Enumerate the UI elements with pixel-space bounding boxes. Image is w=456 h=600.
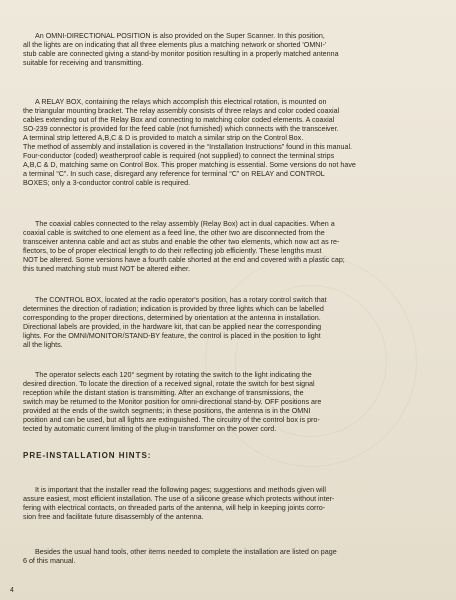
paragraph-operator-segments: The operator selects each 120° segment by rotating the switch to the light indicating the desired direction. To locate the direction of a received signal, rotate the switch for best signal reception while the distant station is transmitting. After an exchange of transmissions, the switch may be returned to the Monitor position for omni-directional stand-by. OFF positions are provided at the ends of the switch segments; in these positions, the antenna is in the OMNI position and can be used, but all lights are extinguished. The circuitry of the control box is pro- tected by automatic current limiting of the plug-in transformer on the power cord. <box>23 371 322 434</box>
section-heading-pre-installation: PRE-INSTALLATION HINTS: <box>23 451 152 460</box>
paragraph-installer-read: It is important that the installer read the following pages; suggestions and methods given will assure easiest, most efficient installation. The use of a silicone grease which protects without inter- fering with electrical contacts, on threaded parts of the antenna, will help in keeping joints corro- sion free and facilitate future disassembly of the antenna. <box>23 486 335 522</box>
paragraph-hand-tools: Besides the usual hand tools, other items needed to complete the installation are listed on page 6 of this manual. <box>23 548 337 566</box>
paragraph-coaxial-cables: The coaxial cables connected to the relay assembly (Relay Box) act in dual capacities. When a coaxial cable is switched to one element as a feed line, the other two are disconnected from the transceiver antenna cable and act as stubs and enable the other two elements, which now act as re- flectors, to be of proper electrical length to do their reflecting job efficiently. These lengths must NOT be altered. Some versions have a fourth cable shorted at the end and covered with a plastic cap; this tuned matching stub must NOT be altered either. <box>23 220 345 274</box>
paragraph-relay-box: A RELAY BOX, containing the relays which accomplish this electrical rotation, is mounted on the triangular mounting bracket. The relay assembly consists of three relays and color coded coaxial cables extending out of the Relay Box and connecting to matching color coded elements. A coaxial SO-239 connector is provided for the feed cable (not furnished) which connects with the transceiver. A terminal strip lettered A,B,C & D is provided to match a similar strip on the Control Box. The method of assembly and installation is covered in the “Installation Instructions” found in this manual. Four-conductor (coded) weatherproof cable is required (not supplied) to connect the terminal strips A,B,C & D, matching same on Control Box. This proper matching is essential. Some versions do not have a terminal “C”. In such case, disregard any reference for terminal “C” on RELAY and CONTROL BOXES; only a 3-conductor control cable is required. <box>23 98 356 188</box>
paragraph-control-box: The CONTROL BOX, located at the radio operator's position, has a rotary control switch that determines the direction of radiation; indication is provided by three lights which can be labelled corresponding to the proper directions, determined by orientation at the antenna in installation. Directional labels are provided, in the hardware kit, that can be applied near the corresponding lights. For the OMNI/MONITOR/STAND-BY feature, the control is placed in the position to light all the lights. <box>23 296 327 350</box>
page-number: 4 <box>10 587 14 594</box>
paragraph-omni-position: An OMNI-DIRECTIONAL POSITION is also provided on the Super Scanner. In this position, all the lights are on indicating that all three elements plus a matching network or shorted 'OMNI-' stub cable are connected giving a stand-by monitor position resulting in a properly matched antenna suitable for receiving and transmitting. <box>23 32 339 68</box>
